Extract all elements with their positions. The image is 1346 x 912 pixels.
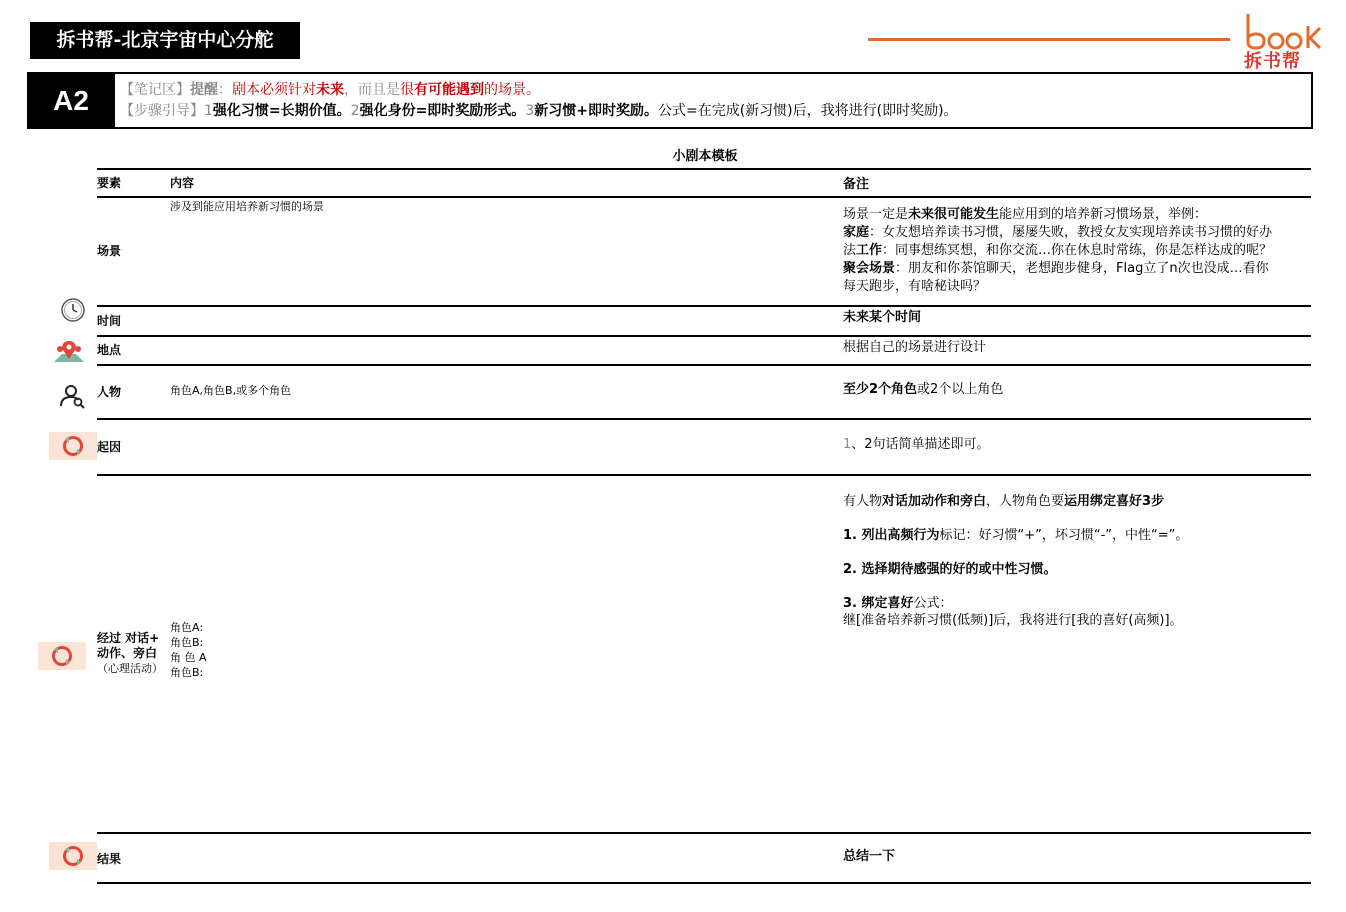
clock-icon (56, 296, 90, 324)
scene-remark-text: 能应用到的培养新习惯场景，举例： (999, 207, 1208, 222)
scene-family-text: ：女友想培养读书习惯，屡屡失败，教授女友实现培养读书习惯的好办 (869, 225, 1273, 240)
notes-text-4: 很 (400, 82, 414, 98)
scene-remark-line-4 (843, 260, 1311, 278)
notes-steps-line (120, 101, 958, 121)
person-search-icon (56, 382, 90, 410)
row-remark-place: 根据自己的场景进行设计 (843, 340, 987, 355)
scene-remark-line-2 (843, 224, 1311, 242)
step-1-number: 1 (204, 103, 213, 119)
notes-text-3: ，而且是 (344, 82, 400, 98)
table-rule-process (97, 832, 1311, 834)
scene-remark-text: 场景一定是 (843, 207, 909, 222)
process-step-3-title: 3. 绑定喜好 (843, 596, 914, 611)
process-step-3 (843, 595, 1311, 612)
notes-lead: 提醒 (190, 82, 218, 98)
process-formula: 继[准备培养新习惯(低频)]后，我将进行[我的喜好(高频)]。 (843, 613, 1183, 628)
process-remark-intro (843, 493, 1311, 510)
cause-remark-number: 1 (843, 437, 852, 452)
cycle-icon (38, 642, 86, 670)
spacer (843, 510, 1311, 527)
cause-remark-text: 、2句话简单描述即可。 (851, 437, 990, 452)
scene-remark-line-3 (843, 242, 1311, 260)
cycle-icon (49, 432, 97, 460)
process-role-line: 角 色 A (170, 651, 207, 664)
scene-party-label: 聚会场景 (843, 261, 896, 276)
process-role-line: 角色B: (170, 666, 204, 679)
people-remark-emphasis: 至少2个角色 (843, 382, 918, 397)
spacer (843, 578, 1311, 595)
section-code: A2 (27, 72, 115, 129)
row-remark-scene (843, 206, 1311, 296)
row-remark-time: 未来某个时间 (843, 310, 922, 325)
notes-text-2: 未来 (316, 82, 344, 98)
row-label-place: 地点 (97, 343, 122, 357)
process-intro-emphasis: 运用绑定喜好3步 (1064, 494, 1165, 509)
notes-text-1: 剧本必须针对 (232, 82, 316, 98)
row-label-people: 人物 (97, 385, 122, 399)
column-header-content: 内容 (170, 176, 195, 190)
notes-text-5: 有可能遇到 (414, 82, 484, 98)
row-content-scene: 涉及到能应用培养新习惯的场景 (170, 200, 324, 213)
row-remark-people (843, 381, 1311, 399)
table-rule-cause (97, 474, 1311, 476)
row-remark-process (843, 493, 1311, 629)
people-remark-text: 或2个以上角色 (917, 382, 1004, 397)
process-label-line-2: 动作、旁白 (97, 646, 158, 660)
scene-family-label: 家庭 (843, 225, 870, 240)
table-rule-scene (97, 305, 1311, 307)
table-rule-place (97, 364, 1311, 366)
header-divider (868, 38, 1230, 41)
step-1-text: 强化习惯=长期价值。 (212, 103, 351, 119)
scene-remark-line-5: 每天跑步，有啥秘诀吗？ (843, 279, 987, 294)
scene-party-text: ：朋友和你茶馆聊天，老想跑步健身，Flag立了n次也没成…看你 (895, 261, 1269, 276)
process-step-1-text: 标记：好习惯“+”，坏习惯“-”，中性“=”。 (939, 528, 1189, 543)
table-rule-header (97, 196, 1311, 198)
process-intro-emphasis: 对话加动作和旁白 (882, 494, 987, 509)
process-role-line: 角色A: (170, 621, 204, 634)
row-label-process (97, 631, 163, 676)
row-remark-result: 总结一下 (843, 849, 896, 864)
cycle-icon (49, 842, 97, 870)
scene-remark-text: 法 (843, 243, 857, 258)
step-2-text: 强化身份=即时奖励形式。 (359, 103, 526, 119)
step-2-number: 2 (350, 103, 360, 119)
notes-tag: 【笔记区】 (120, 82, 190, 98)
steps-tag: 【步骤引导】 (120, 103, 204, 119)
column-header-remark: 备注 (843, 177, 870, 192)
scene-remark-emphasis: 未来很可能发生 (908, 207, 1000, 222)
process-intro-text: ，人物角色要 (986, 494, 1065, 509)
table-rule-top (97, 168, 1311, 170)
process-step-2: 2. 选择期待感强的好的或中性习惯。 (843, 562, 1057, 577)
table-rule-people (97, 418, 1311, 420)
table-rule-time (97, 335, 1311, 337)
process-label-line-1: 经过 对话+ (97, 631, 160, 645)
scene-remark-line-1 (843, 206, 1311, 224)
spacer (843, 544, 1311, 561)
logo-text: 拆书帮 (1244, 51, 1301, 72)
process-label-line-3: （心理活动） (97, 662, 163, 675)
steps-formula: 公式=在完成(新习惯)后，我将进行(即时奖励)。 (657, 103, 958, 119)
step-3-number: 3 (525, 103, 535, 119)
table-title: 小剧本模板 (672, 149, 738, 164)
process-intro-text: 有人物 (843, 494, 883, 509)
row-label-result: 结果 (97, 852, 122, 866)
row-label-time: 时间 (97, 314, 122, 328)
process-step-3-text: 公式： (913, 596, 953, 611)
table-rule-bottom (97, 882, 1311, 884)
notes-text-6: 的场景。 (484, 82, 540, 98)
notes-colon: ： (218, 82, 232, 98)
row-content-people: 角色A,角色B,或多个角色 (170, 384, 292, 397)
page-title: 拆书帮-北京宇宙中心分舵 (30, 22, 300, 59)
row-content-process (170, 620, 207, 680)
process-step-1 (843, 527, 1311, 544)
column-header-element: 要素 (97, 176, 122, 190)
process-role-line: 角色B: (170, 636, 204, 649)
scene-work-label: 工作 (856, 243, 883, 258)
map-pin-icon (52, 338, 86, 366)
row-label-scene: 场景 (97, 244, 122, 258)
step-3-text: 新习惯+即时奖励。 (534, 103, 658, 119)
row-label-cause: 起因 (97, 440, 122, 454)
notes-reminder-line (120, 80, 540, 100)
row-remark-cause (843, 436, 1311, 454)
process-step-1-title: 1. 列出高频行为 (843, 528, 940, 543)
scene-work-text: ：同事想练冥想，和你交流…你在休息时常练，你是怎样达成的呢？ (882, 243, 1273, 258)
